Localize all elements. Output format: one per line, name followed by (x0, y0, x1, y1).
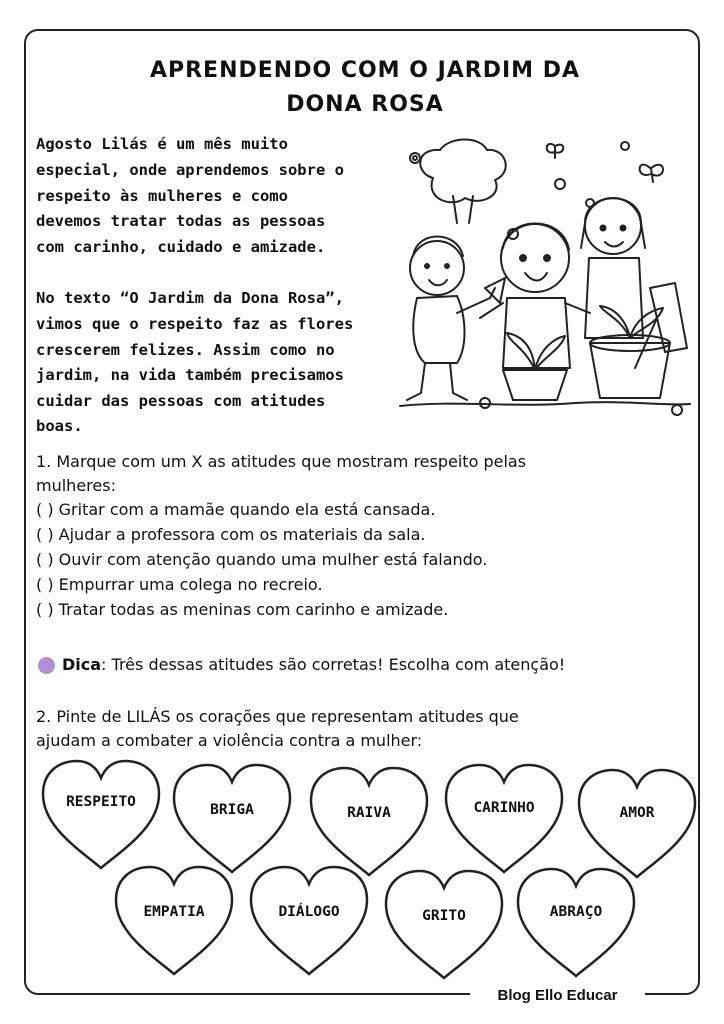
flower-icon (672, 405, 682, 415)
intro-p2-line: boas. (36, 417, 83, 435)
intro-p1-line: respeito às mulheres e como (36, 187, 288, 205)
page-title-line-2: DONA ROSA (286, 92, 444, 117)
flower-pot (503, 370, 567, 400)
tip-label: Dica (62, 655, 102, 674)
butterfly-icon (640, 165, 663, 182)
intro-p2-line: jardim, na vida também precisamos (36, 366, 344, 384)
heart-grito[interactable] (380, 866, 508, 984)
flower-icon (555, 179, 565, 189)
intro-p1-line: Agosto Lilás é um mês muito (36, 135, 288, 153)
intro-p1-line: especial, onde aprendemos sobre o (36, 161, 344, 179)
plant-leaves (600, 306, 663, 338)
heart-label: BRIGA (210, 802, 254, 818)
heart-label: GRITO (422, 908, 466, 924)
question-1-option[interactable]: ( ) Empurrar uma colega no recreio. (36, 575, 323, 594)
heart-carinho[interactable] (440, 760, 568, 878)
footer-credit: Blog Ello Educar (470, 983, 645, 1009)
plant-leaves (507, 333, 565, 370)
question-1-prompt-cont: mulheres: (36, 476, 116, 495)
intro-p2-line: vimos que o respeito faz as flores (36, 315, 354, 333)
question-1-option[interactable]: ( ) Ajudar a professora com os materiais da sala. (36, 525, 426, 544)
heart-label: AMOR (619, 805, 655, 821)
flower-icon (480, 398, 490, 408)
question-2-prompt: 2. Pinte de LILÁS os corações que representam atitudes que (36, 707, 519, 726)
question-1-option[interactable]: ( ) Ouvir com atenção quando uma mulher está falando. (36, 550, 488, 569)
heart-label: RAIVA (347, 805, 391, 821)
heart-label: ABRAÇO (549, 904, 603, 920)
page-title-line-1: APRENDENDO COM O JARDIM DA (149, 58, 581, 83)
heart-label: RESPEITO (66, 794, 136, 810)
intro-p2-line: crescerem felizes. Assim como no (36, 341, 335, 359)
heart-empatia[interactable] (110, 862, 238, 980)
tip-bullet-icon (38, 657, 55, 674)
tree-canopy (420, 140, 505, 203)
question-1-option[interactable]: ( ) Tratar todas as meninas com carinho e amizade. (36, 600, 449, 619)
heart-respeito[interactable] (37, 756, 165, 874)
heart-abraco[interactable] (512, 864, 640, 982)
ground-line (400, 402, 690, 406)
intro-p2-line: cuidar das pessoas com atitudes (36, 392, 326, 410)
question-1-option[interactable]: ( ) Gritar com a mamãe quando ela está cansada. (36, 500, 436, 519)
heart-label: CARINHO (473, 800, 535, 816)
heart-briga[interactable] (168, 760, 296, 878)
children-garden-illustration (395, 138, 695, 423)
intro-p1-line: devemos tratar todas as pessoas (36, 212, 326, 230)
tip-text: : Três dessas atitudes são corretas! Escolha com atenção! (101, 655, 566, 674)
boy-head (410, 241, 464, 295)
boy-body (413, 296, 464, 363)
heart-dialogo[interactable] (245, 862, 373, 980)
child-head (501, 224, 569, 292)
boy-legs (407, 363, 467, 400)
flower-icon (621, 142, 629, 150)
child-overalls (503, 298, 570, 368)
heart-label: DIÁLOGO (278, 904, 340, 920)
heart-label: EMPATIA (143, 904, 205, 920)
intro-p1-line: com carinho, cuidado e amizade. (36, 238, 326, 256)
intro-p2-line: No texto “O Jardim da Dona Rosa”, (36, 289, 344, 307)
tip-line (62, 653, 565, 677)
question-2-prompt-cont: ajudam a combater a violência contra a mulher: (36, 731, 423, 750)
flower-icon (410, 153, 420, 163)
question-1-prompt: 1. Marque com um X as atitudes que mostram respeito pelas (36, 452, 527, 471)
butterfly-icon (547, 144, 564, 158)
